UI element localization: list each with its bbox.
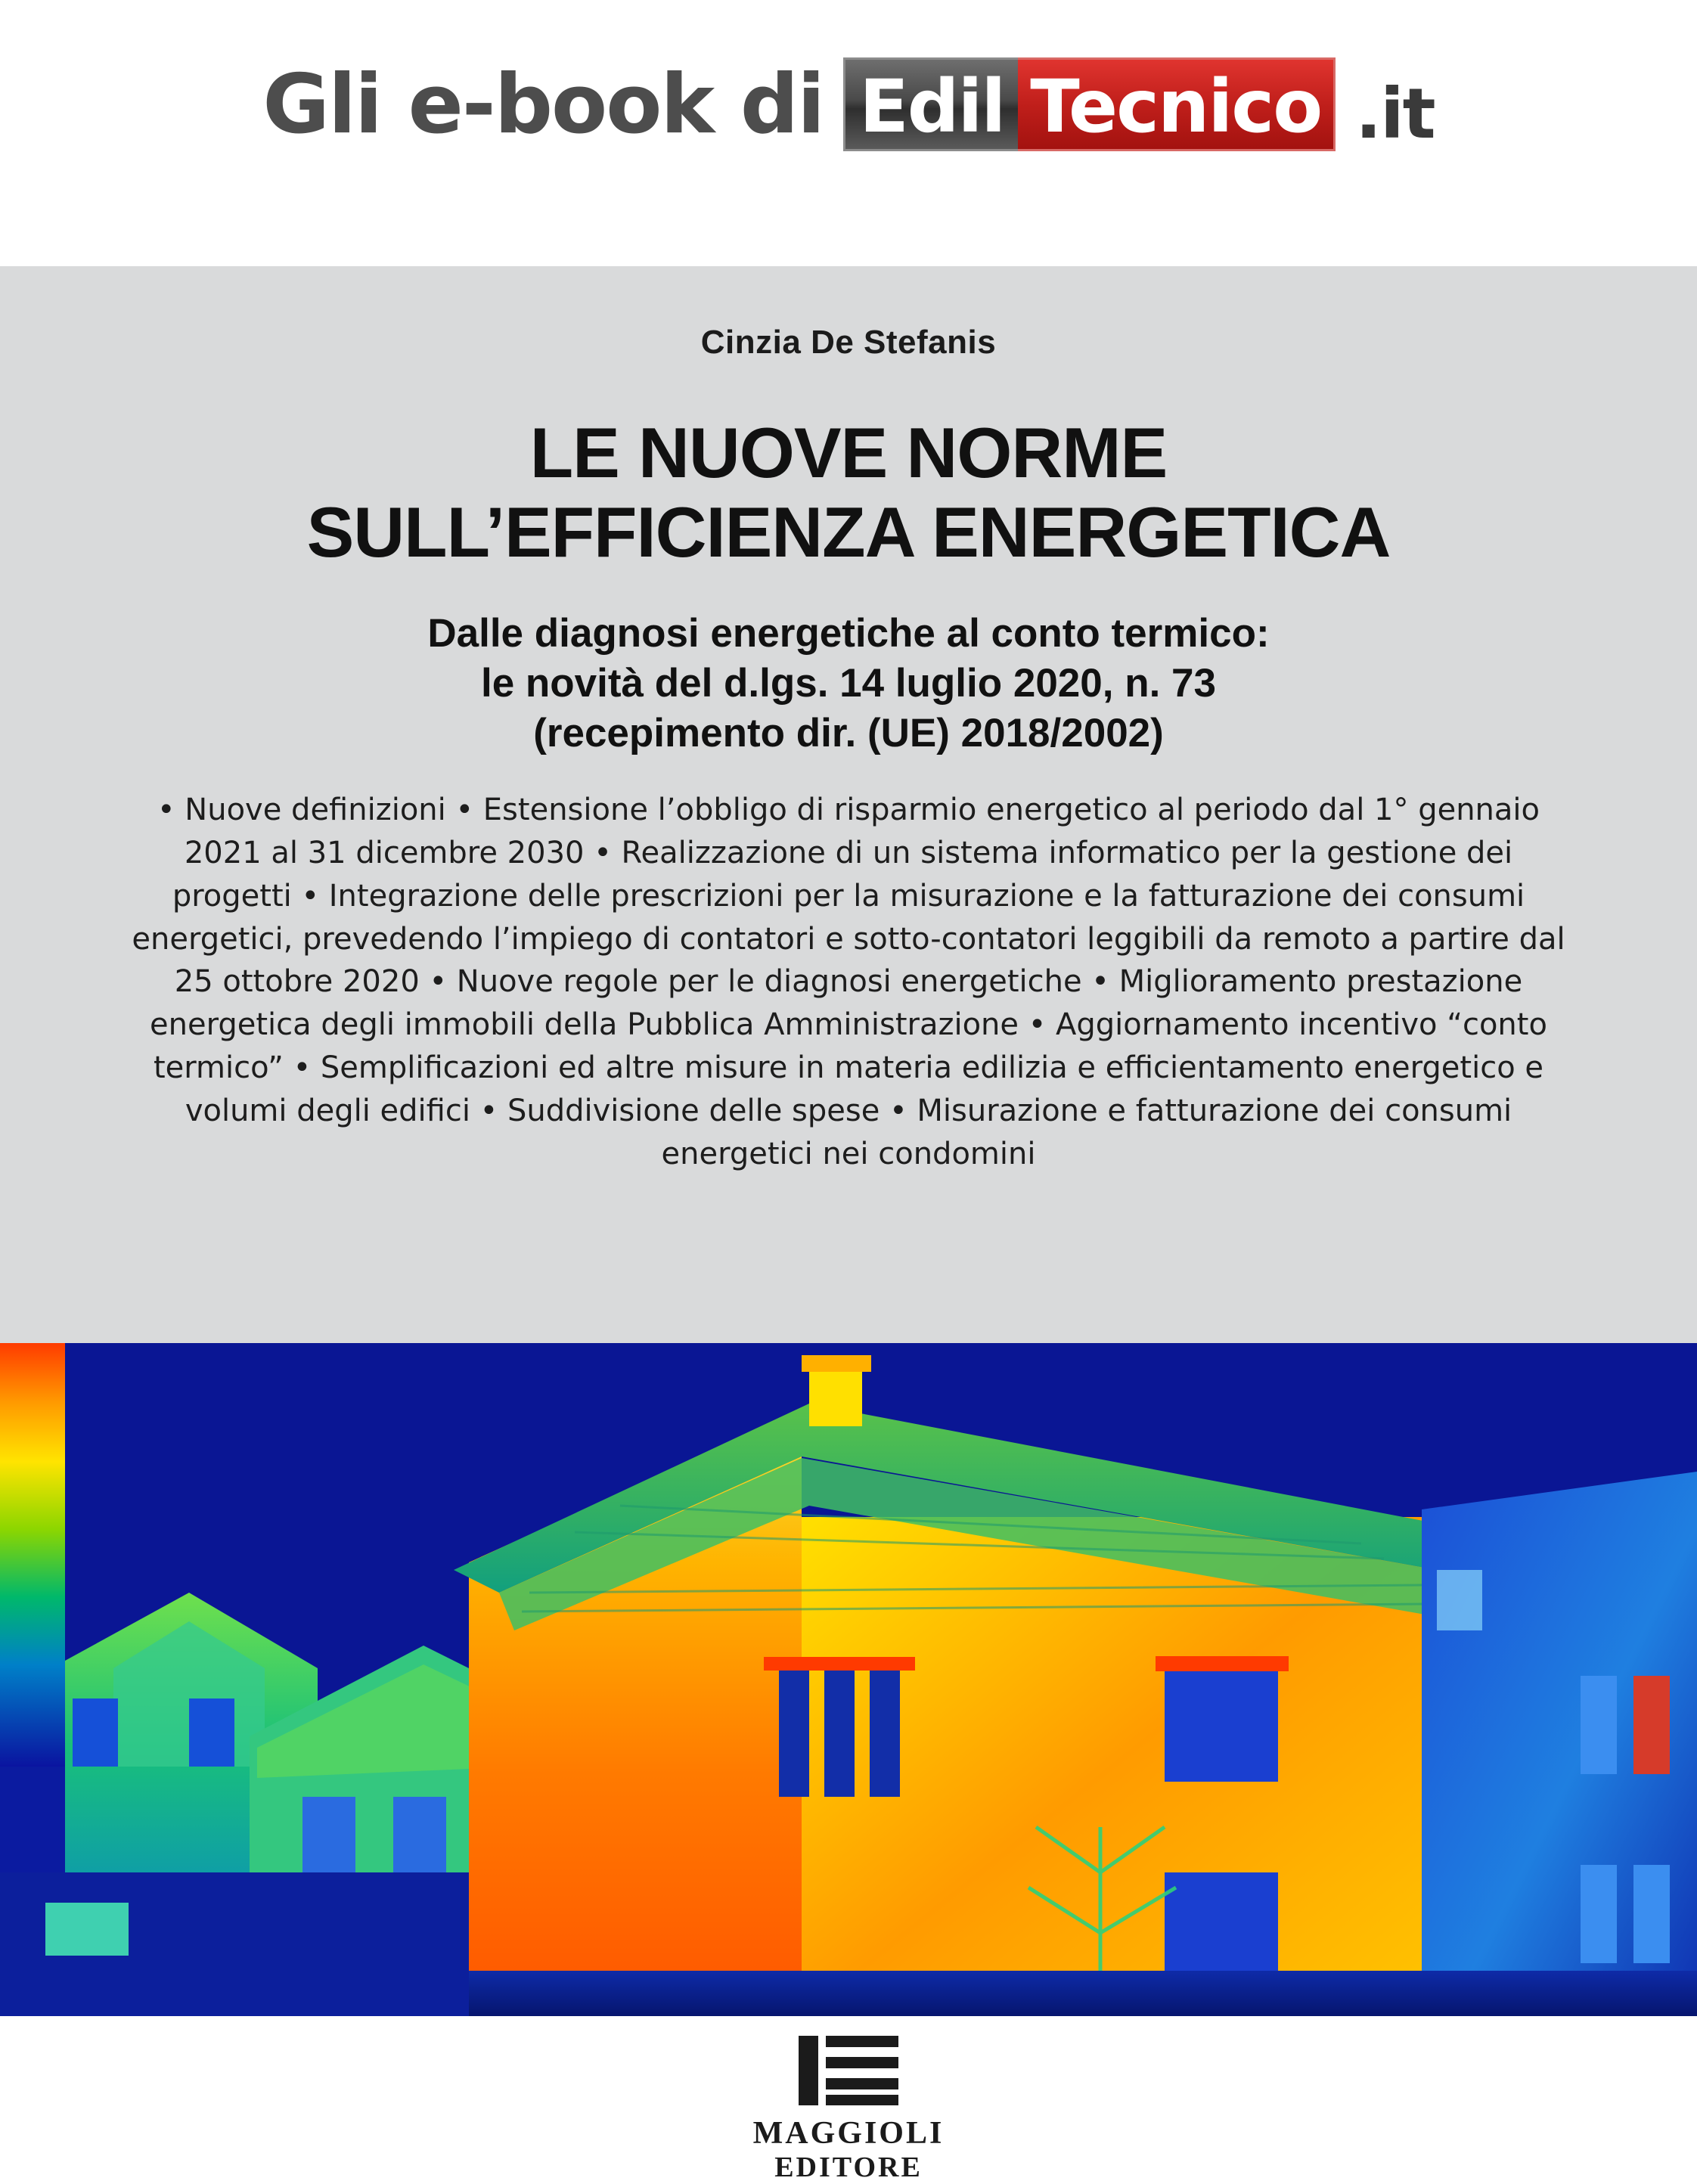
publisher-footer xyxy=(0,2016,1697,2184)
author-name: Cinzia De Stefanis xyxy=(700,324,997,361)
brand-row xyxy=(262,57,1434,152)
logo-tecnico-text: Tecnico xyxy=(1018,57,1336,151)
publisher-name: MAGGIOLI xyxy=(752,2116,945,2151)
brand-prefix-text: Gli e-book di xyxy=(262,57,824,152)
topics-blurb: • Nuove definizioni • Estensione l’obbligo di risparmio energetico al periodo dal 1° gennaio 2021 al 31 dicembre 2030 • Realizzazione di un sistema informatico per la gestione dei progetti • Integrazione delle prescrizioni per la misurazione e la fatturazione dei consumi energetici, prevedendo l’impiego di contatori e sotto-contatori leggibili da remoto a partire dal 25 ottobre 2020 • Nuove regole per le diagnosi energetiche • Miglioramento prestazione energetica degli immobili della Pubblica Amministrazione • Aggiornamento incentivo “conto termico” • Semplificazioni ed altre misure in materia edilizia e efficientamento energetico e volumi degli edifici • Suddivisione delle spese • Misurazione e fatturazione dei consumi energetici nei condomini xyxy=(132,793,1565,1171)
subtitle-line-2: le novità del d.lgs. 14 luglio 2020, n. 73 xyxy=(481,660,1216,706)
logo-tld-text: .it xyxy=(1355,73,1435,154)
subtitle xyxy=(113,609,1584,759)
thermal-illustration xyxy=(0,1343,1697,2016)
subtitle-line-3: (recepimento dir. (UE) 2018/2002) xyxy=(533,711,1164,756)
title-line-2: SULL’EFFICIENZA ENERGETICA xyxy=(306,492,1391,572)
logo-edil-text: Edil xyxy=(843,57,1018,151)
maggioli-mark-svg xyxy=(799,2036,898,2105)
maggioli-logo-icon xyxy=(799,2036,898,2109)
cover-content-block xyxy=(0,266,1697,1343)
subtitle-line-1: Dalle diagnosi energetiche al conto termico: xyxy=(427,610,1270,656)
ediltecnico-logo xyxy=(843,57,1336,151)
publisher-subtitle: EDITORE xyxy=(774,2151,923,2184)
page-title xyxy=(113,413,1584,572)
thermographic-image xyxy=(0,1343,1697,2016)
brand-header xyxy=(0,0,1697,266)
title-line-1: LE NUOVE NORME xyxy=(529,413,1168,492)
